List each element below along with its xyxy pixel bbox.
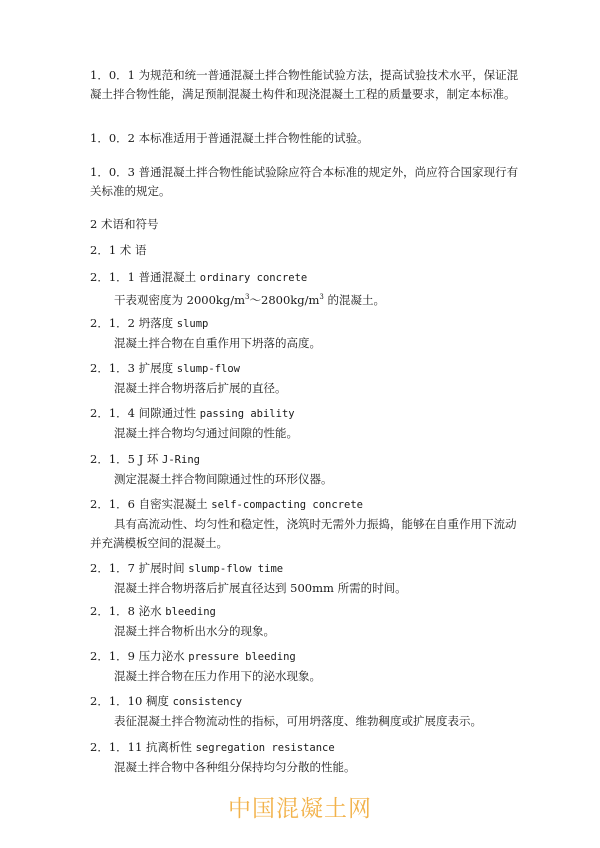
term-title xyxy=(90,602,526,622)
term-number: 2．1．1 xyxy=(90,270,135,284)
clause-text: 普通混凝土拌合物性能试验除应符合本标准的规定外，尚应符合国家现行有关标准的规定。 xyxy=(90,165,519,198)
term-number: 2．1．3 xyxy=(90,361,135,375)
term-zh: 坍落度 xyxy=(138,316,174,330)
term-zh: 压力泌水 xyxy=(138,649,185,663)
term-en: slump-flow xyxy=(176,363,240,375)
term-title xyxy=(90,495,526,515)
term-2-1-2 xyxy=(90,314,526,353)
term-definition: 混凝土拌合物在自重作用下坍落的高度。 xyxy=(114,336,321,350)
term-en: J-Ring xyxy=(162,454,200,466)
term-title xyxy=(90,404,526,424)
term-definition: 混凝土拌合物析出水分的现象。 xyxy=(114,624,275,638)
term-en: slump xyxy=(176,318,209,330)
term-2-1-6 xyxy=(90,495,526,553)
term-title xyxy=(90,268,526,288)
term-number: 2．1．8 xyxy=(90,604,135,618)
term-en: segregation resistance xyxy=(195,742,335,754)
term-number: 2．1．10 xyxy=(90,694,143,708)
term-en: passing ability xyxy=(199,408,295,420)
term-2-1-9 xyxy=(90,647,526,686)
term-title xyxy=(90,314,526,334)
term-definition: 具有高流动性、均匀性和稳定性，浇筑时无需外力振捣，能够在自重作用下流动并充满模板空间的混凝土。 xyxy=(90,517,517,550)
term-title xyxy=(90,692,526,712)
term-2-1-8 xyxy=(90,602,526,641)
term-zh: 扩展度 xyxy=(138,361,174,375)
term-definition: 表征混凝土拌合物流动性的指标，可用坍落度、维勃稠度或扩展度表示。 xyxy=(114,714,482,728)
term-title xyxy=(90,559,526,579)
term-2-1-4 xyxy=(90,404,526,443)
term-en: ordinary concrete xyxy=(199,272,308,284)
term-en: consistency xyxy=(172,696,243,708)
term-en: slump-flow time xyxy=(188,563,284,575)
term-2-1-11 xyxy=(90,738,526,777)
term-2-1-5 xyxy=(90,450,526,489)
clause-number: 1．0．3 xyxy=(90,165,135,179)
term-number: 2．1．6 xyxy=(90,497,135,511)
term-zh: 稠度 xyxy=(145,694,169,708)
term-zh: 自密实混凝土 xyxy=(138,497,208,511)
term-definition: 混凝土拌合物均匀通过间隙的性能。 xyxy=(114,426,298,440)
clause-text: 为规范和统一普通混凝土拌合物性能试验方法，提高试验技术水平，保证混凝土拌合物性能，满足预制混凝土构件和现浇混凝土工程的质量要求，制定本标准。 xyxy=(90,68,519,101)
term-definition: 干表观密度为 $2000kg/m^3\sim 2800kg/m^3$ 的混凝土。 xyxy=(114,292,386,307)
term-en: bleeding xyxy=(165,606,216,618)
section-heading: 2 术语和符号 xyxy=(90,217,159,231)
term-number: 2．1．9 xyxy=(90,649,135,663)
term-definition: 混凝土拌合物坍落后扩展直径达到 500mm 所需的时间。 xyxy=(114,581,407,595)
term-definition: 测定混凝土拌合物间隙通过性的环形仪器。 xyxy=(114,472,333,486)
clause-1-0-2 xyxy=(90,129,526,148)
term-en: pressure bleeding xyxy=(188,651,296,663)
term-en: self-compacting concrete xyxy=(211,499,363,511)
term-definition: 混凝土拌合物坍落后扩展的直径。 xyxy=(114,381,287,395)
clause-1-0-1 xyxy=(90,66,526,104)
clause-number: 1．0．2 xyxy=(90,131,135,145)
term-zh: J 环 xyxy=(138,452,159,466)
term-zh: 普通混凝土 xyxy=(138,270,197,284)
term-definition: 混凝土拌合物在压力作用下的泌水现象。 xyxy=(114,669,321,683)
term-definition: 混凝土拌合物中各种组分保持均匀分散的性能。 xyxy=(114,760,356,774)
term-zh: 间隙通过性 xyxy=(138,406,197,420)
term-number: 2．1．2 xyxy=(90,316,135,330)
term-zh: 扩展时间 xyxy=(138,561,185,575)
subsection-heading: 2．1 术 语 xyxy=(90,243,147,257)
term-2-1-7 xyxy=(90,559,526,598)
term-number: 2．1．11 xyxy=(90,740,143,754)
watermark-footer: 中国混凝土网 xyxy=(228,796,372,822)
term-title xyxy=(90,647,526,667)
term-2-1-10 xyxy=(90,692,526,731)
term-zh: 泌水 xyxy=(138,604,162,618)
term-number: 2．1．5 xyxy=(90,452,135,466)
clause-1-0-3 xyxy=(90,163,526,201)
term-2-1-3 xyxy=(90,359,526,398)
term-title xyxy=(90,450,526,470)
term-zh: 抗离析性 xyxy=(145,740,192,754)
term-2-1-1 xyxy=(90,268,526,310)
term-number: 2．1．7 xyxy=(90,561,135,575)
term-title xyxy=(90,738,526,758)
clause-number: 1．0．1 xyxy=(90,68,135,82)
clause-text: 本标准适用于普通混凝土拌合物性能的试验。 xyxy=(134,131,369,145)
term-number: 2．1．4 xyxy=(90,406,135,420)
term-title xyxy=(90,359,526,379)
